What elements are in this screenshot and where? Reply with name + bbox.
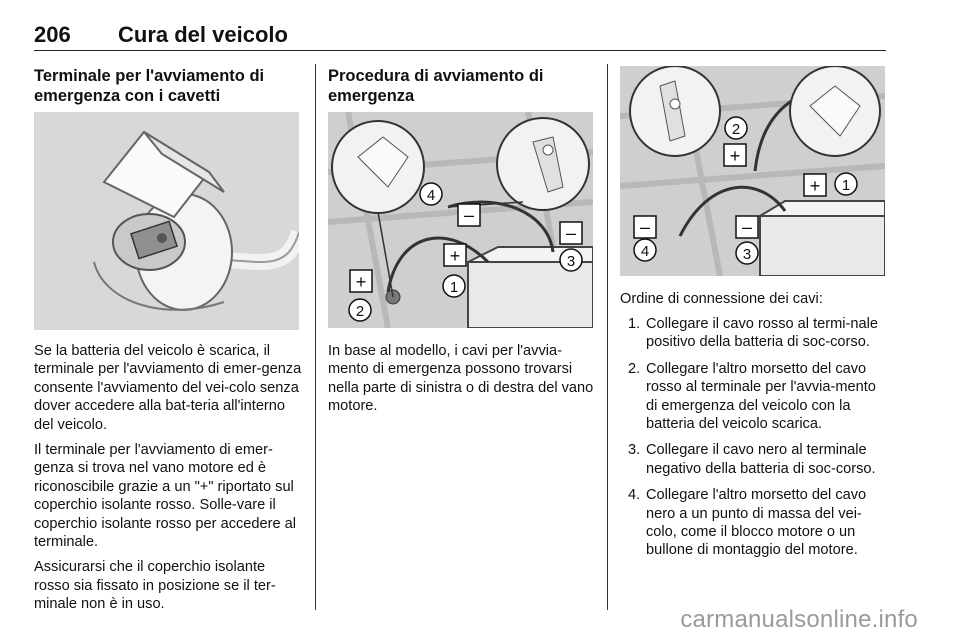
jump-start-illustration-2 — [620, 66, 885, 276]
figure-plus-label: + — [809, 176, 821, 196]
figure-minus-label: – — [741, 217, 753, 237]
paragraph: Il terminale per l'avviamento di emer-genza si trova nel vano motore ed è riconoscibile grazie a un "+" riportato sul coperchio isolante rosso. Solle-vare il coperchio isolante rosso per accedere al terminale. — [34, 442, 297, 551]
step-text: Collegare l'altro morsetto del cavo rosso al terminale per l'avvia-mento di emergenza del veicolo con la batteria del veicolo scarica. — [646, 360, 876, 433]
step-number: 2. — [628, 360, 641, 377]
figure-minus-label: – — [639, 217, 651, 237]
section-heading-jump-start: Procedura di avviamento di emergenza — [328, 67, 544, 105]
figure-plus-label: + — [449, 246, 461, 266]
list-item — [620, 441, 888, 478]
figure-callout-2: 2 — [355, 303, 365, 320]
step-text: Collegare il cavo rosso al termi-nale positivo della batteria di soc-corso. — [646, 316, 878, 351]
figure-minus-label: – — [565, 223, 577, 243]
figure-callout-3: 3 — [566, 253, 576, 270]
jump-terminal-illustration — [34, 112, 299, 330]
figure-callout-1: 1 — [841, 177, 851, 194]
left-body-text — [34, 342, 302, 621]
figure-plus-label: + — [729, 146, 741, 166]
paragraph: Assicurarsi che il coperchio isolante rosso sia fissato in posizione se il ter-minale non è in uso. — [34, 559, 276, 613]
page-number: 206 — [34, 22, 71, 47]
connection-order-lead: Ordine di connessione dei cavi: — [620, 291, 823, 307]
middle-column — [328, 66, 590, 106]
figure-callout-2: 2 — [731, 121, 741, 138]
step-number: 3. — [628, 442, 641, 459]
terminal-cover-drawing — [34, 112, 299, 330]
figure-callout-3: 3 — [742, 246, 752, 263]
figure-callout-4: 4 — [426, 187, 436, 204]
column-divider-1 — [315, 64, 316, 610]
figure-minus-label: – — [463, 205, 475, 225]
list-item — [620, 315, 888, 352]
watermark: carmanualsonline.info — [680, 606, 918, 633]
section-heading-jump-terminal: Terminale per l'avviamento di emergenza con i cavetti — [34, 67, 265, 105]
step-number: 1. — [628, 316, 641, 332]
paragraph: In base al modello, i cavi per l'avvia-mento di emergenza possono trovarsi nella parte di sinistra o di destra del vano motore. — [328, 343, 594, 415]
column-divider-2 — [607, 64, 608, 610]
list-item — [620, 360, 888, 434]
list-item — [620, 486, 888, 560]
jump-start-illustration-1 — [328, 112, 593, 328]
figure-callout-4: 4 — [640, 243, 650, 260]
step-number: 4. — [628, 487, 641, 504]
page-header — [34, 22, 884, 52]
header-rule — [34, 50, 886, 51]
engine-bay-drawing — [328, 112, 593, 328]
battery-connection-drawing — [620, 66, 885, 276]
figure-plus-label: + — [355, 272, 367, 292]
page-title: Cura del veicolo — [118, 22, 288, 47]
left-column — [34, 66, 302, 106]
middle-body-text — [328, 342, 596, 423]
figure-callout-1: 1 — [449, 279, 459, 296]
connection-steps — [620, 315, 888, 568]
paragraph: Se la batteria del veicolo è scarica, il terminale per l'avviamento di emer-genza consente l'avviamento del vei-colo senza dover accedere alla bat-teria all'interno del veicolo. — [34, 343, 302, 433]
step-text: Collegare l'altro morsetto del cavo nero a un punto di massa del vei-colo, come il blocco motore o un bullone di montaggio del motore. — [646, 487, 867, 559]
step-text: Collegare il cavo nero al terminale negativo della batteria di soc-corso. — [646, 442, 876, 477]
